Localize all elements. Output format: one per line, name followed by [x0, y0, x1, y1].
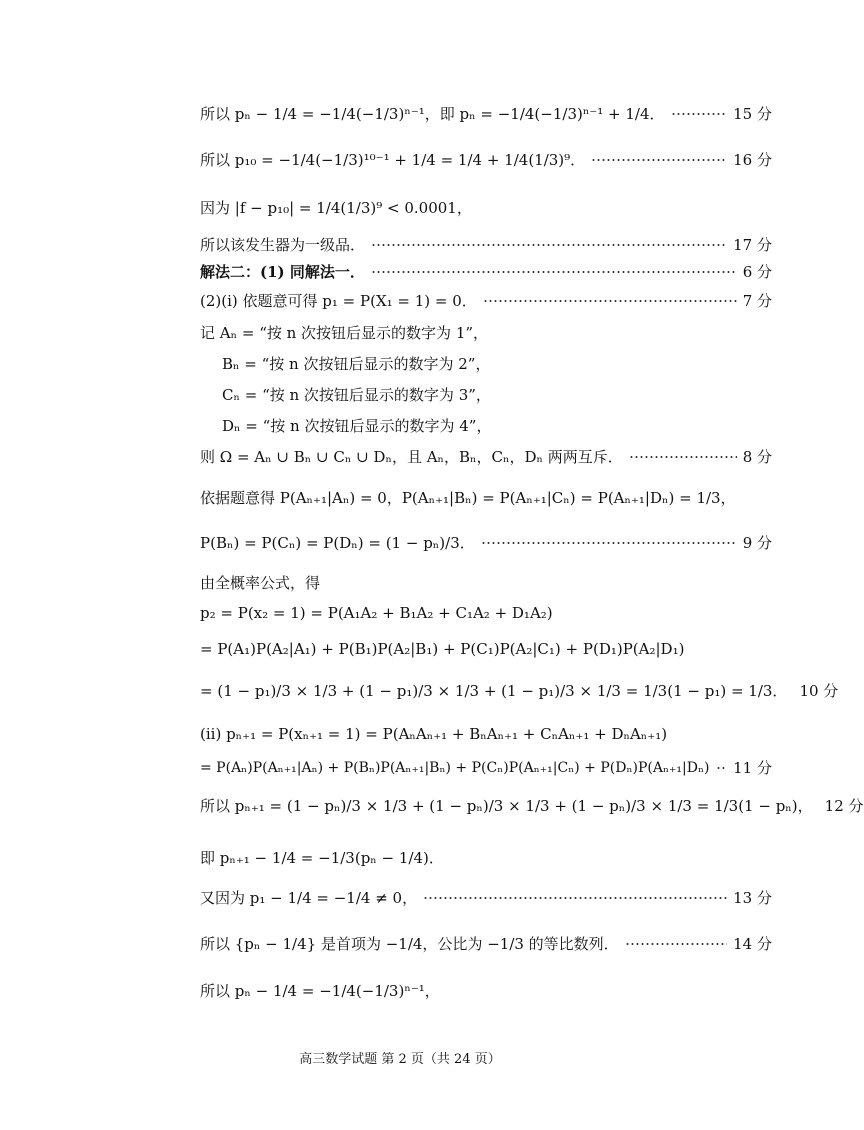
- solution-line: [200, 888, 772, 908]
- score-label: 15 分: [733, 105, 772, 123]
- leader-dots: [629, 456, 737, 458]
- line-text: 由全概率公式，得: [200, 574, 321, 592]
- leader-dots: [716, 767, 728, 769]
- score-label: 12 分: [824, 797, 864, 815]
- solution-line: [200, 447, 772, 467]
- solution-line: [200, 639, 772, 659]
- line-text: Dₙ = “按 n 次按钮后显示的数字为 4”，: [222, 417, 492, 435]
- score-label: 10 分: [799, 682, 839, 700]
- page-footer: 高三数学试题 第 2 页（共 24 页）: [299, 1052, 501, 1067]
- line-text: 即 pₙ₊₁ − 1/4 = −1/3(pₙ − 1/4)．: [200, 849, 444, 867]
- score-label: 13 分: [733, 889, 772, 907]
- line-text: = P(Aₙ)P(Aₙ₊₁|Aₙ) + P(Bₙ)P(Aₙ₊₁|Bₙ) + P(Cₙ)P(Aₙ₊₁|Cₙ) + P(Dₙ)P(Aₙ₊₁|Dₙ): [200, 760, 710, 776]
- score-label: 14 分: [733, 935, 772, 953]
- score-label: 11 分: [733, 759, 772, 777]
- solution-line: [200, 150, 772, 170]
- score-label: 9 分: [742, 534, 772, 552]
- line-text: 则 Ω = Aₙ ∪ Bₙ ∪ Cₙ ∪ Dₙ，且 Aₙ，Bₙ，Cₙ，Dₙ 两两互斥．: [200, 448, 623, 466]
- line-text: (ii) pₙ₊₁ = P(xₙ₊₁ = 1) = P(AₙAₙ₊₁ + BₙAₙ₊₁ + CₙAₙ₊₁ + DₙAₙ₊₁): [200, 725, 668, 743]
- leader-dots: [371, 271, 737, 273]
- score-label: 6 分: [742, 263, 772, 281]
- line-text: 所以 pₙ₊₁ = (1 − pₙ)/3 × 1/3 + (1 − pₙ)/3 × 1/3 + (1 − pₙ)/3 × 1/3 = 1/3(1 − pₙ)，: [200, 797, 813, 815]
- line-text: 所以该发生器为一级品．: [200, 236, 366, 254]
- line-text: 又因为 p₁ − 1/4 = −1/4 ≠ 0，: [200, 889, 418, 907]
- line-text: 依据题意得 P(Aₙ₊₁|Aₙ) = 0，P(Aₙ₊₁|Bₙ) = P(Aₙ₊₁|Cₙ) = P(Aₙ₊₁|Dₙ) = 1/3，: [200, 489, 736, 507]
- leader-dots: [483, 300, 737, 302]
- solution-line: [200, 488, 772, 508]
- line-text: P(Bₙ) = P(Cₙ) = P(Dₙ) = (1 − pₙ)/3．: [200, 534, 475, 552]
- line-text: Bₙ = “按 n 次按钮后显示的数字为 2”，: [222, 355, 491, 373]
- score-label: 17 分: [733, 236, 772, 254]
- line-text: 所以 pₙ − 1/4 = −1/4(−1/3)ⁿ⁻¹，即 pₙ = −1/4(−1/3)ⁿ⁻¹ + 1/4．: [200, 105, 665, 123]
- line-text: 所以 p₁₀ = −1/4(−1/3)¹⁰⁻¹ + 1/4 = 1/4 + 1/4(1/3)⁹．: [200, 151, 586, 169]
- leader-dots: [371, 244, 727, 246]
- line-text: 记 Aₙ = “按 n 次按钮后显示的数字为 1”，: [200, 324, 489, 342]
- solution-line: [200, 291, 772, 311]
- solution-line: [200, 573, 772, 593]
- score-label: 16 分: [733, 151, 772, 169]
- line-text: Cₙ = “按 n 次按钮后显示的数字为 3”，: [222, 386, 491, 404]
- solution-line: [222, 385, 772, 405]
- solution-line: [222, 354, 772, 374]
- leader-dots: [671, 113, 728, 115]
- leader-dots: [423, 897, 727, 899]
- solution-line: [200, 724, 772, 744]
- leader-dots: [591, 159, 727, 161]
- line-text: 所以 pₙ − 1/4 = −1/4(−1/3)ⁿ⁻¹，: [200, 982, 440, 1000]
- leader-dots: [625, 943, 727, 945]
- solution-line: [200, 934, 772, 954]
- leader-dots: [481, 542, 737, 544]
- solution-line: [200, 758, 772, 778]
- solution-line: [200, 981, 772, 1001]
- solution-heading: [200, 262, 772, 282]
- line-text: p₂ = P(x₂ = 1) = P(A₁A₂ + B₁A₂ + C₁A₂ + D₁A₂): [200, 604, 553, 622]
- solution-line: [200, 533, 772, 553]
- solution-line: [200, 681, 839, 701]
- line-text: = (1 − p₁)/3 × 1/3 + (1 − p₁)/3 × 1/3 + (1 − p₁)/3 × 1/3 = 1/3(1 − p₁) = 1/3．: [200, 682, 788, 700]
- solution-line: [200, 198, 772, 218]
- score-label: 7 分: [742, 292, 772, 310]
- solution-line: [200, 323, 772, 343]
- solution-line: [222, 416, 772, 436]
- solution-line: [200, 796, 864, 816]
- line-text: 解法二：(1) 同解法一．: [200, 263, 365, 281]
- line-text: 所以 {pₙ − 1/4} 是首项为 −1/4，公比为 −1/3 的等比数列．: [200, 935, 619, 953]
- solution-line: [200, 848, 772, 868]
- solution-line: [200, 104, 772, 124]
- solution-line: [200, 603, 772, 623]
- line-text: = P(A₁)P(A₂|A₁) + P(B₁)P(A₂|B₁) + P(C₁)P(A₂|C₁) + P(D₁)P(A₂|D₁): [200, 640, 685, 658]
- line-text: 因为 |f − p₁₀| = 1/4(1/3)⁹ < 0.0001，: [200, 199, 472, 217]
- score-label: 8 分: [742, 448, 772, 466]
- line-text: (2)(i) 依题意可得 p₁ = P(X₁ = 1) = 0．: [200, 292, 477, 310]
- solution-line: [200, 235, 772, 255]
